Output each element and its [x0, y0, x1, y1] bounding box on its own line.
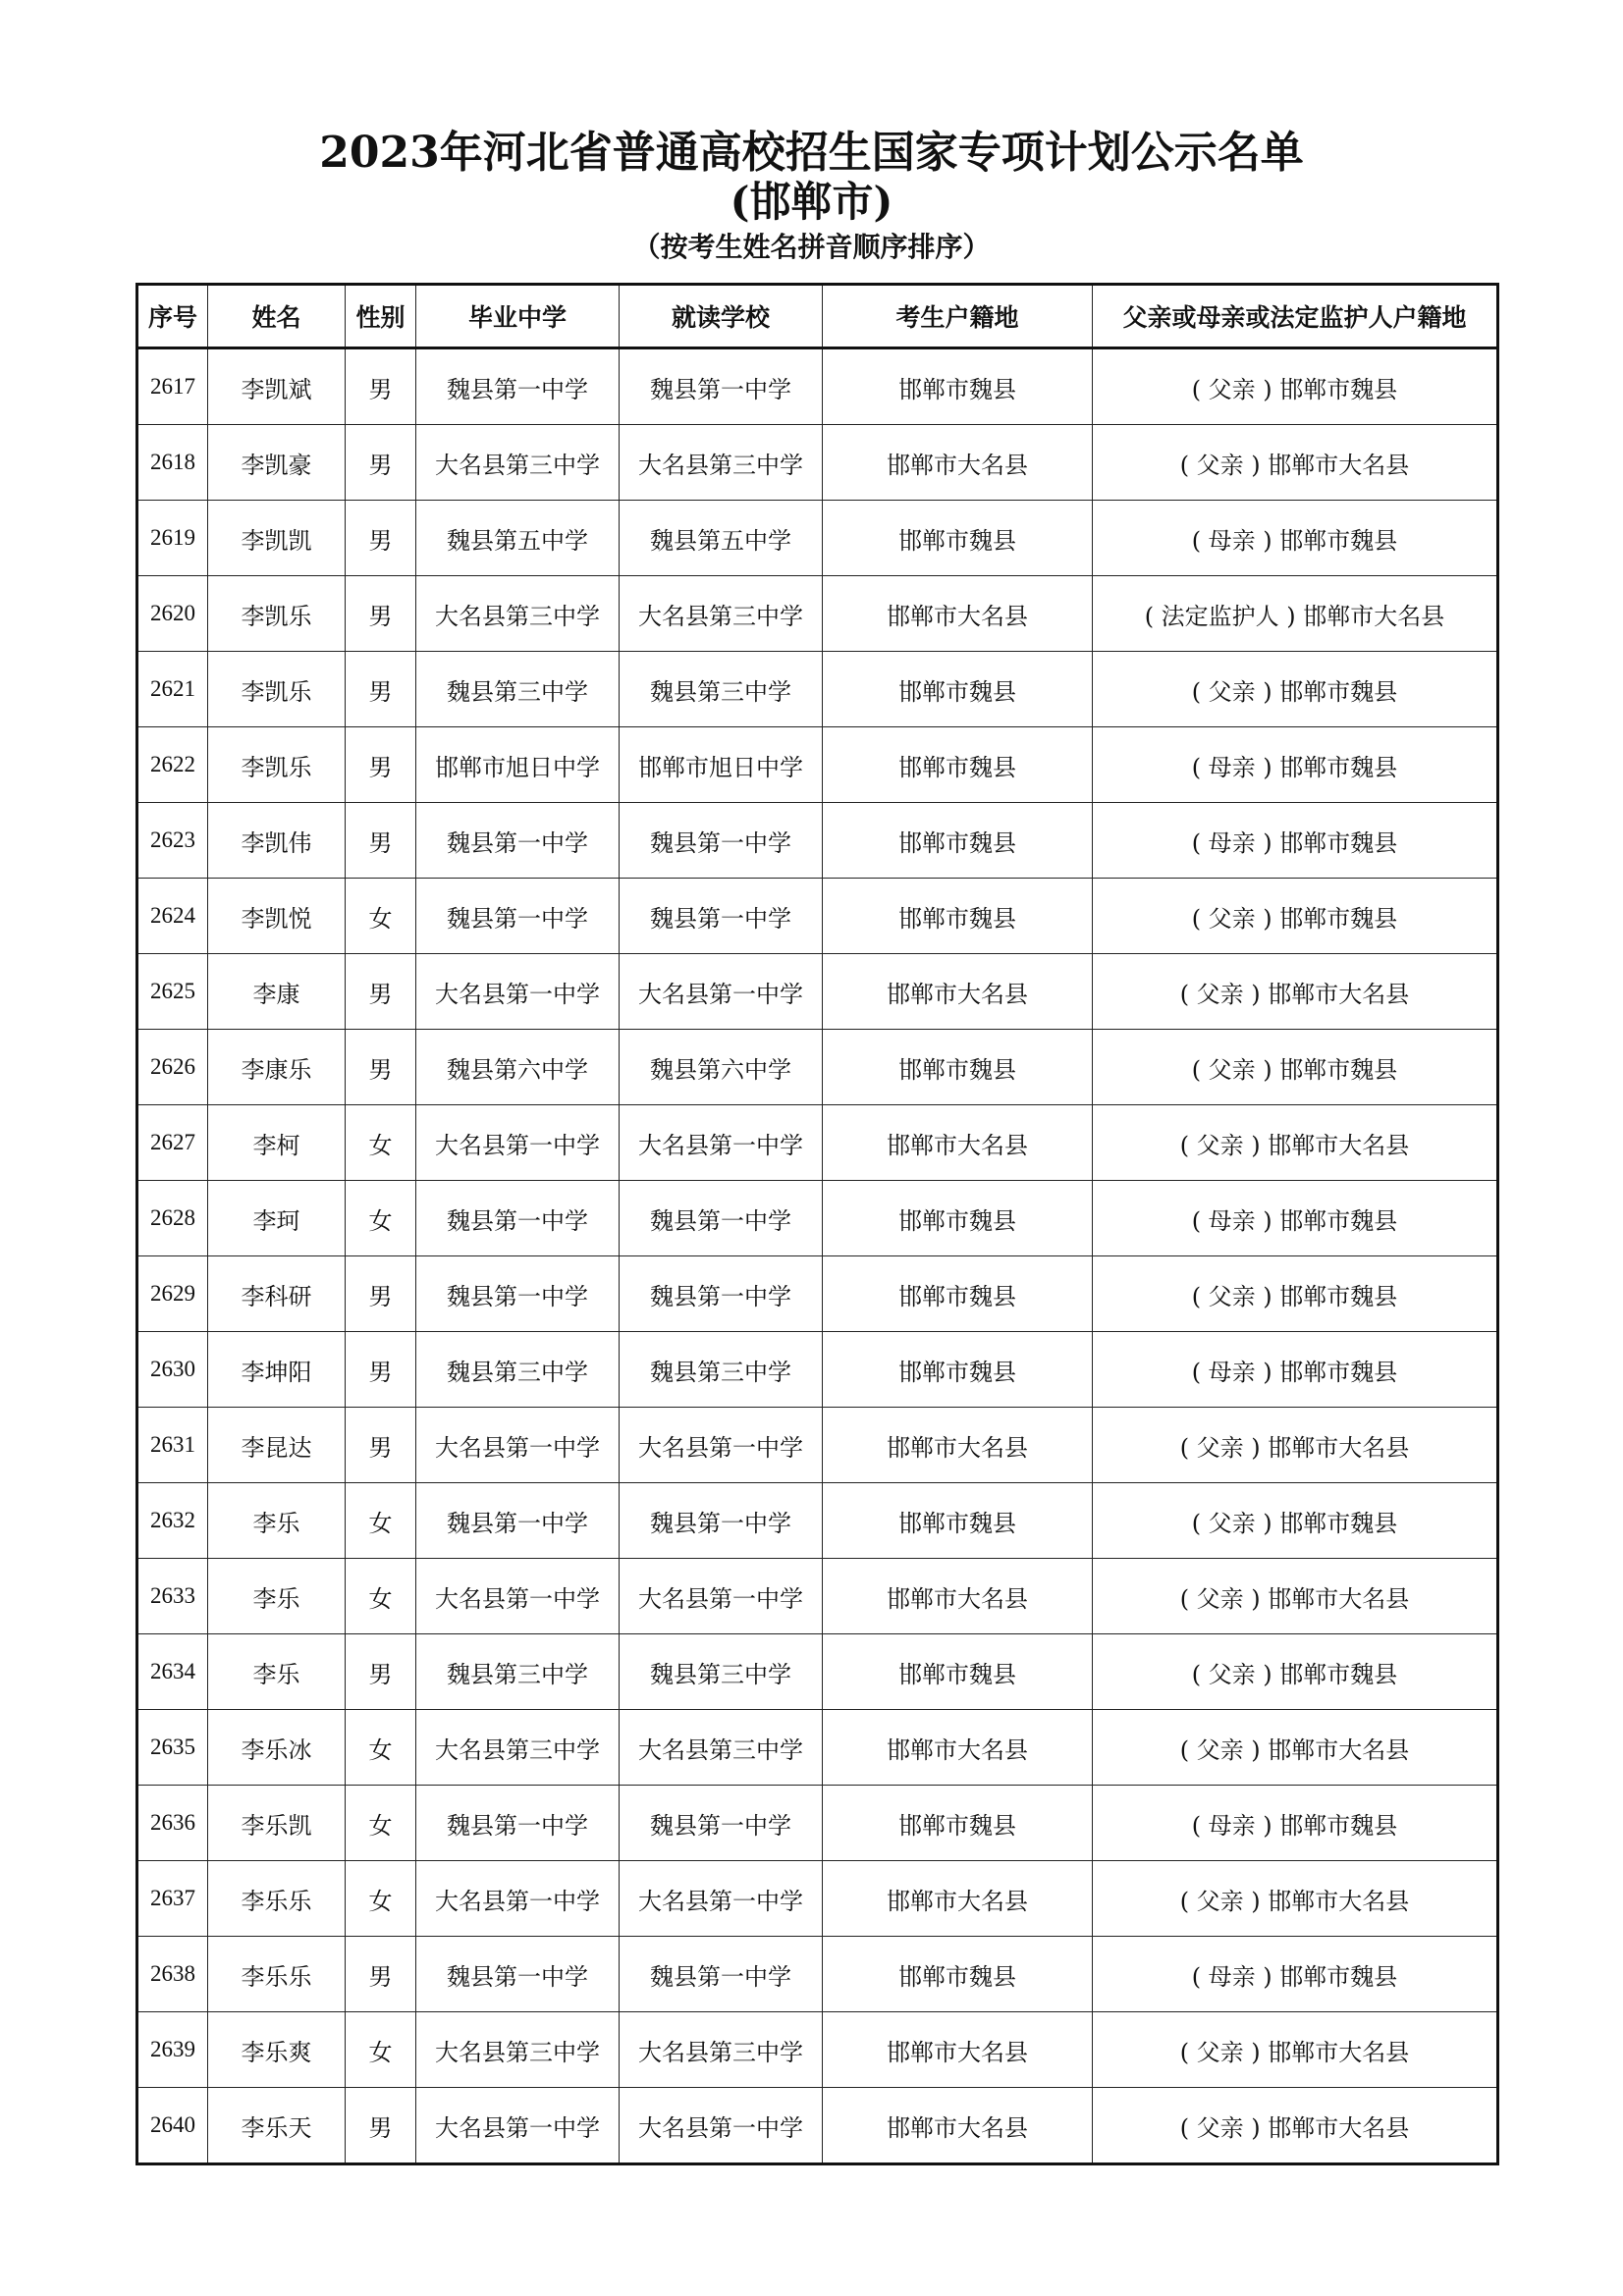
- cell-sex: 女: [346, 1483, 416, 1559]
- cell-sex: 男: [346, 1634, 416, 1710]
- cell-student-household: 邯郸市大名县: [823, 954, 1093, 1030]
- cell-current-school: 魏县第一中学: [620, 348, 823, 425]
- cell-seq: 2627: [137, 1105, 208, 1181]
- cell-name: 李凯凯: [208, 501, 346, 576]
- cell-sex: 男: [346, 954, 416, 1030]
- cell-sex: 男: [346, 576, 416, 652]
- table-row: [137, 1786, 1498, 1861]
- cell-student-household: 邯郸市魏县: [823, 803, 1093, 879]
- column-header-seq: 序号: [137, 285, 208, 348]
- cell-name: 李凯悦: [208, 879, 346, 954]
- cell-sex: 男: [346, 1256, 416, 1332]
- cell-sex: 男: [346, 1332, 416, 1408]
- cell-seq: 2618: [137, 425, 208, 501]
- column-header-name: 姓名: [208, 285, 346, 348]
- cell-student-household: 邯郸市魏县: [823, 501, 1093, 576]
- cell-guardian-household: ( 父亲 ) 邯郸市大名县: [1093, 1559, 1498, 1634]
- cell-guardian-household: ( 父亲 ) 邯郸市魏县: [1093, 652, 1498, 727]
- table-row: [137, 727, 1498, 803]
- table-row: [137, 1408, 1498, 1483]
- cell-current-school: 魏县第一中学: [620, 1937, 823, 2012]
- cell-name: 李科研: [208, 1256, 346, 1332]
- page-title: 2023年河北省普通高校招生国家专项计划公示名单: [319, 128, 1304, 178]
- cell-current-school: 大名县第三中学: [620, 1710, 823, 1786]
- cell-sex: 女: [346, 1559, 416, 1634]
- table-row: [137, 1030, 1498, 1105]
- cell-sex: 男: [346, 501, 416, 576]
- cell-graduation-school: 魏县第一中学: [416, 879, 620, 954]
- cell-graduation-school: 魏县第一中学: [416, 1256, 620, 1332]
- cell-seq: 2636: [137, 1786, 208, 1861]
- cell-guardian-household: ( 父亲 ) 邯郸市大名县: [1093, 425, 1498, 501]
- cell-seq: 2639: [137, 2012, 208, 2088]
- table-row: [137, 576, 1498, 652]
- cell-guardian-household: ( 父亲 ) 邯郸市魏县: [1093, 1030, 1498, 1105]
- cell-name: 李康乐: [208, 1030, 346, 1105]
- table-row: [137, 501, 1498, 576]
- cell-name: 李乐: [208, 1634, 346, 1710]
- cell-student-household: 邯郸市大名县: [823, 1105, 1093, 1181]
- cell-current-school: 魏县第一中学: [620, 1786, 823, 1861]
- cell-sex: 女: [346, 1105, 416, 1181]
- cell-graduation-school: 魏县第六中学: [416, 1030, 620, 1105]
- cell-graduation-school: 魏县第一中学: [416, 1786, 620, 1861]
- cell-student-household: 邯郸市魏县: [823, 1786, 1093, 1861]
- column-header-graduation-school: 毕业中学: [416, 285, 620, 348]
- cell-sex: 女: [346, 1861, 416, 1937]
- cell-name: 李凯伟: [208, 803, 346, 879]
- cell-seq: 2629: [137, 1256, 208, 1332]
- cell-seq: 2625: [137, 954, 208, 1030]
- cell-graduation-school: 大名县第一中学: [416, 1559, 620, 1634]
- cell-name: 李乐乐: [208, 1861, 346, 1937]
- cell-guardian-household: ( 父亲 ) 邯郸市大名县: [1093, 1105, 1498, 1181]
- cell-name: 李凯乐: [208, 576, 346, 652]
- cell-name: 李乐冰: [208, 1710, 346, 1786]
- cell-sex: 男: [346, 2088, 416, 2164]
- cell-sex: 男: [346, 727, 416, 803]
- table-row: [137, 803, 1498, 879]
- cell-graduation-school: 大名县第三中学: [416, 425, 620, 501]
- header-row: [137, 285, 1498, 348]
- cell-seq: 2640: [137, 2088, 208, 2164]
- cell-name: 李凯斌: [208, 348, 346, 425]
- cell-student-household: 邯郸市魏县: [823, 1634, 1093, 1710]
- cell-current-school: 邯郸市旭日中学: [620, 727, 823, 803]
- cell-guardian-household: ( 母亲 ) 邯郸市魏县: [1093, 1937, 1498, 2012]
- cell-seq: 2631: [137, 1408, 208, 1483]
- cell-student-household: 邯郸市魏县: [823, 1030, 1093, 1105]
- cell-current-school: 大名县第一中学: [620, 1105, 823, 1181]
- cell-seq: 2635: [137, 1710, 208, 1786]
- cell-sex: 男: [346, 803, 416, 879]
- cell-name: 李珂: [208, 1181, 346, 1256]
- roster-table: [135, 283, 1499, 2165]
- cell-current-school: 大名县第一中学: [620, 1408, 823, 1483]
- table-header: [137, 285, 1498, 348]
- cell-student-household: 邯郸市大名县: [823, 425, 1093, 501]
- table-row: [137, 1634, 1498, 1710]
- table-row: [137, 1332, 1498, 1408]
- cell-student-household: 邯郸市魏县: [823, 652, 1093, 727]
- cell-sex: 女: [346, 1786, 416, 1861]
- table-row: [137, 425, 1498, 501]
- cell-graduation-school: 大名县第一中学: [416, 2088, 620, 2164]
- cell-graduation-school: 魏县第五中学: [416, 501, 620, 576]
- cell-current-school: 大名县第一中学: [620, 1861, 823, 1937]
- cell-current-school: 魏县第一中学: [620, 1483, 823, 1559]
- cell-student-household: 邯郸市大名县: [823, 1710, 1093, 1786]
- cell-current-school: 魏县第一中学: [620, 1181, 823, 1256]
- cell-current-school: 大名县第一中学: [620, 2088, 823, 2164]
- table-row: [137, 1105, 1498, 1181]
- cell-current-school: 魏县第六中学: [620, 1030, 823, 1105]
- cell-student-household: 邯郸市魏县: [823, 348, 1093, 425]
- cell-sex: 男: [346, 1937, 416, 2012]
- cell-guardian-household: ( 父亲 ) 邯郸市大名县: [1093, 1710, 1498, 1786]
- table-row: [137, 1256, 1498, 1332]
- cell-current-school: 大名县第一中学: [620, 1559, 823, 1634]
- cell-guardian-household: ( 父亲 ) 邯郸市魏县: [1093, 879, 1498, 954]
- cell-sex: 男: [346, 652, 416, 727]
- cell-current-school: 魏县第三中学: [620, 1332, 823, 1408]
- cell-name: 李乐天: [208, 2088, 346, 2164]
- cell-sex: 男: [346, 1030, 416, 1105]
- cell-seq: 2630: [137, 1332, 208, 1408]
- cell-current-school: 大名县第三中学: [620, 2012, 823, 2088]
- cell-name: 李乐爽: [208, 2012, 346, 2088]
- column-header-sex: 性别: [346, 285, 416, 348]
- cell-student-household: 邯郸市魏县: [823, 1483, 1093, 1559]
- cell-name: 李凯乐: [208, 652, 346, 727]
- cell-guardian-household: ( 父亲 ) 邯郸市大名县: [1093, 954, 1498, 1030]
- cell-current-school: 大名县第三中学: [620, 576, 823, 652]
- cell-name: 李昆达: [208, 1408, 346, 1483]
- cell-graduation-school: 大名县第三中学: [416, 2012, 620, 2088]
- cell-graduation-school: 魏县第一中学: [416, 1181, 620, 1256]
- table-row: [137, 1483, 1498, 1559]
- cell-current-school: 魏县第五中学: [620, 501, 823, 576]
- table-row: [137, 1861, 1498, 1937]
- cell-graduation-school: 大名县第一中学: [416, 954, 620, 1030]
- cell-guardian-household: ( 父亲 ) 邯郸市魏县: [1093, 1634, 1498, 1710]
- cell-student-household: 邯郸市魏县: [823, 1256, 1093, 1332]
- cell-current-school: 魏县第三中学: [620, 1634, 823, 1710]
- cell-student-household: 邯郸市魏县: [823, 727, 1093, 803]
- cell-sex: 女: [346, 879, 416, 954]
- sort-note: （按考生姓名拼音顺序排序）: [632, 231, 991, 263]
- table-row: [137, 1181, 1498, 1256]
- cell-current-school: 魏县第一中学: [620, 879, 823, 954]
- cell-student-household: 邯郸市大名县: [823, 576, 1093, 652]
- table-row: [137, 652, 1498, 727]
- cell-seq: 2620: [137, 576, 208, 652]
- cell-graduation-school: 魏县第一中学: [416, 1483, 620, 1559]
- cell-name: 李坤阳: [208, 1332, 346, 1408]
- cell-graduation-school: 大名县第一中学: [416, 1408, 620, 1483]
- cell-graduation-school: 大名县第一中学: [416, 1861, 620, 1937]
- cell-student-household: 邯郸市魏县: [823, 879, 1093, 954]
- cell-graduation-school: 邯郸市旭日中学: [416, 727, 620, 803]
- cell-student-household: 邯郸市魏县: [823, 1937, 1093, 2012]
- cell-guardian-household: ( 法定监护人 ) 邯郸市大名县: [1093, 576, 1498, 652]
- cell-seq: 2634: [137, 1634, 208, 1710]
- cell-current-school: 魏县第一中学: [620, 803, 823, 879]
- cell-graduation-school: 魏县第三中学: [416, 1332, 620, 1408]
- cell-sex: 女: [346, 1181, 416, 1256]
- cell-seq: 2621: [137, 652, 208, 727]
- cell-current-school: 魏县第一中学: [620, 1256, 823, 1332]
- table-row: [137, 954, 1498, 1030]
- cell-current-school: 大名县第一中学: [620, 954, 823, 1030]
- table-row: [137, 879, 1498, 954]
- cell-sex: 男: [346, 348, 416, 425]
- cell-guardian-household: ( 母亲 ) 邯郸市魏县: [1093, 803, 1498, 879]
- cell-guardian-household: ( 父亲 ) 邯郸市大名县: [1093, 2012, 1498, 2088]
- cell-name: 李凯豪: [208, 425, 346, 501]
- cell-graduation-school: 魏县第一中学: [416, 803, 620, 879]
- cell-name: 李乐乐: [208, 1937, 346, 2012]
- table-row: [137, 348, 1498, 425]
- cell-seq: 2617: [137, 348, 208, 425]
- table-row: [137, 2088, 1498, 2164]
- cell-seq: 2619: [137, 501, 208, 576]
- cell-name: 李乐: [208, 1559, 346, 1634]
- cell-seq: 2622: [137, 727, 208, 803]
- table-row: [137, 1559, 1498, 1634]
- cell-name: 李乐凯: [208, 1786, 346, 1861]
- cell-student-household: 邯郸市大名县: [823, 2012, 1093, 2088]
- cell-guardian-household: ( 父亲 ) 邯郸市魏县: [1093, 348, 1498, 425]
- cell-guardian-household: ( 父亲 ) 邯郸市大名县: [1093, 1861, 1498, 1937]
- column-header-guardian-household: 父亲或母亲或法定监护人户籍地: [1093, 285, 1498, 348]
- cell-name: 李康: [208, 954, 346, 1030]
- page-subtitle: (邯郸市): [730, 178, 893, 226]
- table-row: [137, 1710, 1498, 1786]
- cell-graduation-school: 大名县第三中学: [416, 1710, 620, 1786]
- cell-seq: 2638: [137, 1937, 208, 2012]
- cell-graduation-school: 大名县第三中学: [416, 576, 620, 652]
- cell-current-school: 魏县第三中学: [620, 652, 823, 727]
- cell-sex: 男: [346, 425, 416, 501]
- cell-student-household: 邯郸市魏县: [823, 1181, 1093, 1256]
- cell-guardian-household: ( 母亲 ) 邯郸市魏县: [1093, 1181, 1498, 1256]
- cell-name: 李乐: [208, 1483, 346, 1559]
- cell-graduation-school: 大名县第一中学: [416, 1105, 620, 1181]
- cell-seq: 2637: [137, 1861, 208, 1937]
- cell-graduation-school: 魏县第三中学: [416, 1634, 620, 1710]
- column-header-current-school: 就读学校: [620, 285, 823, 348]
- table-row: [137, 2012, 1498, 2088]
- cell-graduation-school: 魏县第一中学: [416, 348, 620, 425]
- cell-seq: 2632: [137, 1483, 208, 1559]
- cell-seq: 2623: [137, 803, 208, 879]
- cell-graduation-school: 魏县第一中学: [416, 1937, 620, 2012]
- cell-sex: 女: [346, 1710, 416, 1786]
- cell-graduation-school: 魏县第三中学: [416, 652, 620, 727]
- cell-guardian-household: ( 父亲 ) 邯郸市大名县: [1093, 2088, 1498, 2164]
- cell-guardian-household: ( 父亲 ) 邯郸市魏县: [1093, 1483, 1498, 1559]
- cell-seq: 2624: [137, 879, 208, 954]
- cell-guardian-household: ( 母亲 ) 邯郸市魏县: [1093, 501, 1498, 576]
- cell-sex: 女: [346, 2012, 416, 2088]
- cell-student-household: 邯郸市大名县: [823, 2088, 1093, 2164]
- cell-student-household: 邯郸市大名县: [823, 1559, 1093, 1634]
- cell-guardian-household: ( 父亲 ) 邯郸市大名县: [1093, 1408, 1498, 1483]
- cell-current-school: 大名县第三中学: [620, 425, 823, 501]
- cell-seq: 2633: [137, 1559, 208, 1634]
- cell-guardian-household: ( 母亲 ) 邯郸市魏县: [1093, 1786, 1498, 1861]
- cell-guardian-household: ( 母亲 ) 邯郸市魏县: [1093, 727, 1498, 803]
- cell-student-household: 邯郸市大名县: [823, 1408, 1093, 1483]
- cell-guardian-household: ( 父亲 ) 邯郸市魏县: [1093, 1256, 1498, 1332]
- table-row: [137, 1937, 1498, 2012]
- cell-student-household: 邯郸市魏县: [823, 1332, 1093, 1408]
- cell-student-household: 邯郸市大名县: [823, 1861, 1093, 1937]
- cell-seq: 2628: [137, 1181, 208, 1256]
- cell-guardian-household: ( 母亲 ) 邯郸市魏县: [1093, 1332, 1498, 1408]
- table-body: [137, 348, 1498, 2164]
- cell-seq: 2626: [137, 1030, 208, 1105]
- cell-name: 李柯: [208, 1105, 346, 1181]
- cell-sex: 男: [346, 1408, 416, 1483]
- column-header-student-household: 考生户籍地: [823, 285, 1093, 348]
- cell-name: 李凯乐: [208, 727, 346, 803]
